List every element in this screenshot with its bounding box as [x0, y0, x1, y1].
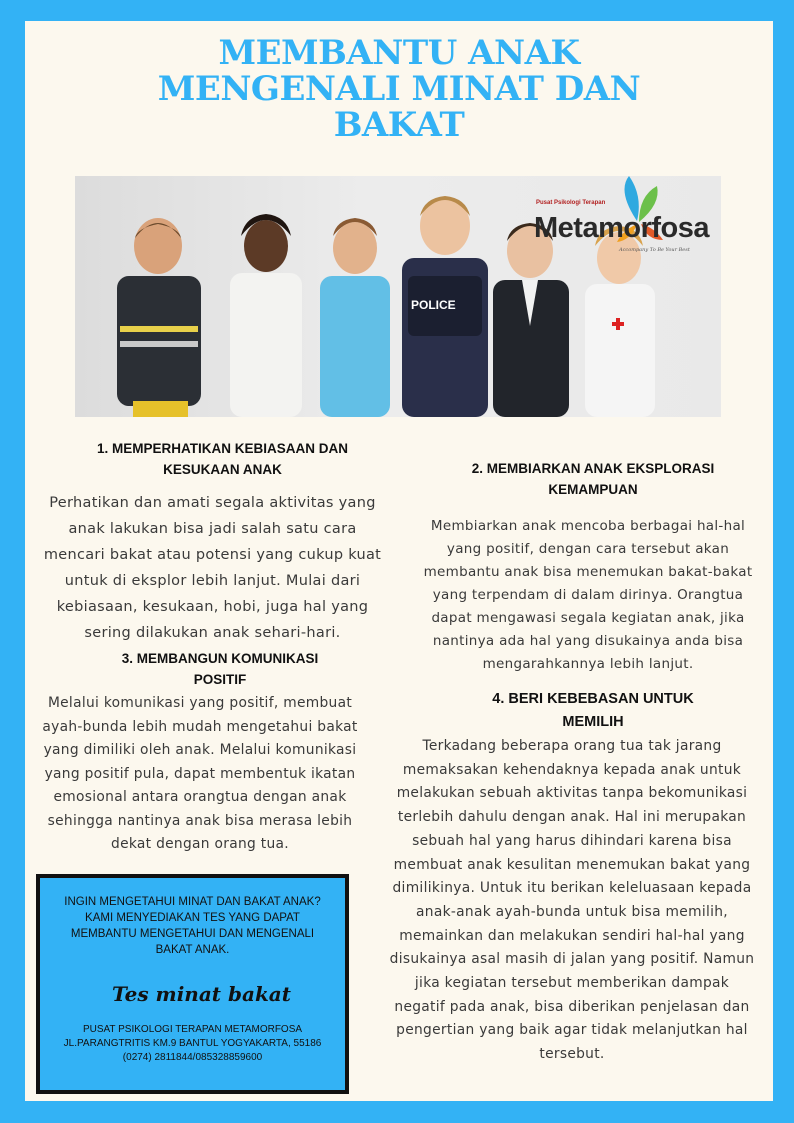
promo-question: INGIN MENGETAHUI MINAT DAN BAKAT ANAK? KAMI MENYEDIAKAN TES YANG DAPAT MEMBANTU MENGETAHUI DAN MENGENALI BAKAT ANAK.: [64, 896, 321, 956]
kid-scrubs: [320, 218, 390, 417]
section-3-body: Melalui komunikasi yang positif, membuat ayah-bunda lebih mudah mengetahui bakat yang dimiliki oleh anak. Melalui komunikasi yang positif pula, dapat membentuk ikatan emosional antara orangtua dengan anak sehingga nantinya anak bisa merasa lebih dekat dengan orang tua.: [42, 695, 358, 852]
title-line: BAKAT: [333, 105, 465, 145]
section-4-body: Terkadang beberapa orang tua tak jarang memaksakan kehendaknya kepada anak untuk melakukan sebuah aktivitas tanpa bekomunikasi terlebih dahulu dengan anak. Hal ini merupakan sebuah hal yang harus dihindari karena bisa membuat anak kesulitan menemukan bakat yang dimilikinya. Untuk itu berikan keleluasaan kepada anak-anak ayah-bunda untuk bisa memilih, memainkan dan melakukan sendiri hal-hal yang disukainya asal masih di jalan yang positif. Namun jika kegiatan tersebut memberikan dampak negatif pada anak, bisa diberikan penjelasan dan pengertian yang baik agar tidak melanjutkan hal tersebut.: [389, 738, 755, 1063]
logo-subtitle: Pusat Psikologi Terapan: [536, 200, 606, 206]
logo-name: Metamorfosa: [534, 212, 709, 244]
section-4-heading: 4. BERI KEBEBASAN UNTUK MEMILIH: [492, 691, 694, 730]
kid-suit: [493, 223, 569, 417]
page-title: [25, 35, 773, 143]
kid-firefighter: [117, 218, 201, 417]
police-badge-text: POLICE: [411, 298, 456, 312]
section-1-body: Perhatikan dan amati segala aktivitas yang anak lakukan bisa jadi salah satu cara mencari bakat atau potensi yang cukup kuat untuk di eksplor lebih lanjut. Mulai dari kebiasaan, kesukaan, hobi, juga hal yang sering dilakukan anak sehari-hari.: [43, 495, 382, 641]
kid-nurse: [585, 226, 655, 417]
section-1-heading: 1. MEMPERHATIKAN KEBIASAAN DAN KESUKAAN ANAK: [96, 441, 348, 477]
section-2-body: Membiarkan anak mencoba berbagai hal-hal yang positif, dengan cara tersebut akan membantu anak bisa menemukan bakat-bakat yang terpendam di dalam dirinya. Orangtua dapat mengawasi segala kegiatan anak, jika nantinya ada hal yang disukainya anda bisa mengarahkannya lebih lanjut.: [423, 518, 753, 672]
title-line: MEMBANTU ANAK: [218, 33, 580, 73]
kid-doctor: [230, 214, 302, 417]
promo-box: [36, 874, 349, 1094]
logo-tagline: Accompany To Be Your Best: [619, 247, 690, 253]
poster-page: [25, 21, 773, 1101]
hero-image-children-costumes: [75, 176, 721, 417]
section-3-heading: 3. MEMBANGUN KOMUNIKASI POSITIF: [121, 651, 319, 687]
promo-cta-heading: Tes minat bakat: [112, 982, 291, 1006]
title-line: MENGENALI MINAT DAN: [157, 69, 641, 109]
section-2-heading: 2. MEMBIARKAN ANAK EKSPLORASI KEMAMPUAN: [471, 461, 715, 497]
promo-address: PUSAT PSIKOLOGI TERAPAN METAMORFOSA JL.PARANGTRITIS KM.9 BANTUL YOGYAKARTA, 55186 (0274) 2811844/085328859600: [63, 1024, 322, 1063]
